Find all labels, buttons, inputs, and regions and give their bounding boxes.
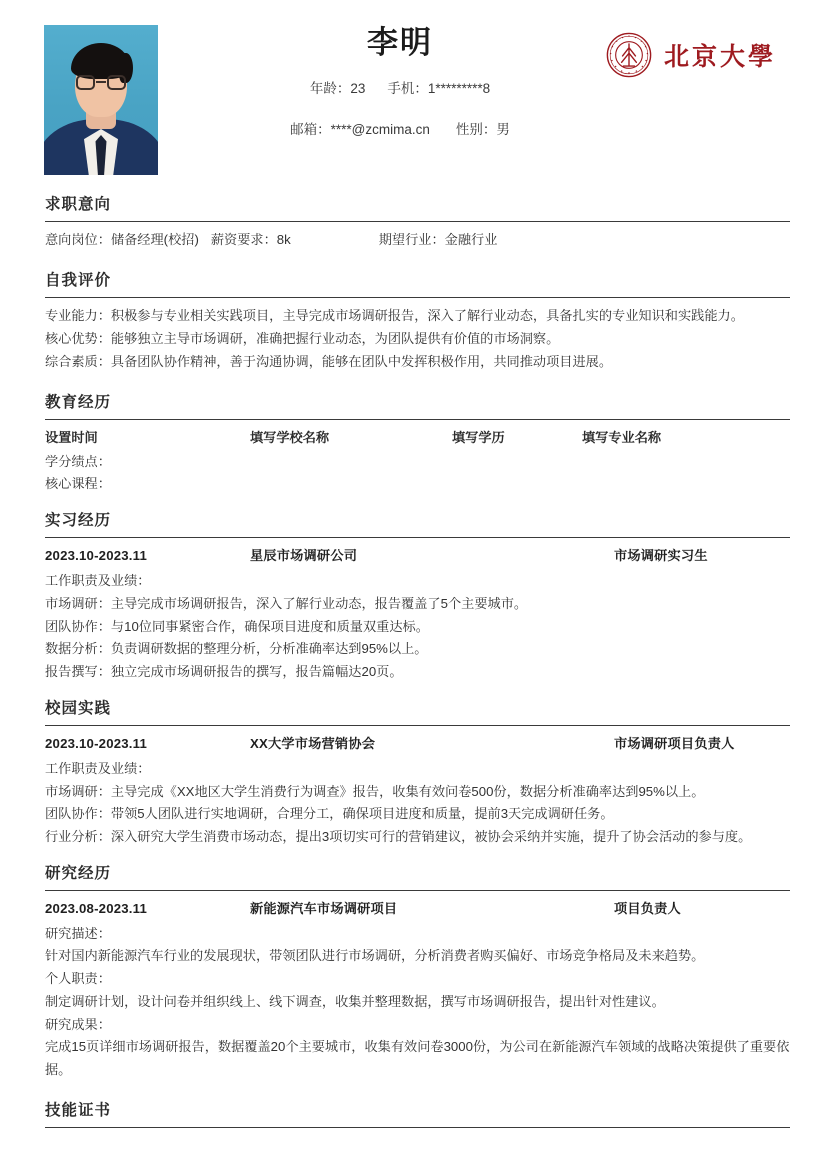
position-value: 储备经理(校招) (110, 232, 199, 248)
research-date: 2023.08-2023.11 (45, 901, 148, 916)
education-col-time: 设置时间 (45, 429, 98, 445)
section-divider (45, 1127, 790, 1128)
education-col-school: 填写学校名称 (250, 429, 330, 445)
campus-practice-line: 行业分析：深入研究大学生消费市场动态，提出3项切实可行的营销建议，被协会采纳并实施，提升了协会活动的参与度。 (45, 828, 752, 844)
industry-label: 期望行业： (378, 232, 445, 248)
education-field-courses: 核心课程： (45, 476, 111, 492)
contact-line-2 (210, 118, 590, 143)
email-label: 邮箱： (290, 122, 331, 138)
internship-role: 市场调研实习生 (614, 548, 708, 564)
internship-date: 2023.10-2023.11 (45, 548, 148, 564)
salary-label: 薪资要求： (210, 232, 277, 248)
campus-practice-line: 团队协作：带领5人团队进行实地调研，合理分工，确保项目进度和质量，提前3天完成调研任务。 (45, 806, 614, 822)
section-title-internship: 实习经历 (45, 512, 112, 530)
research-line: 研究成果： (45, 1016, 111, 1032)
section-skills-certificates (30, 1098, 790, 1128)
email-value: ****@zcmima.cn (330, 122, 430, 138)
self-evaluation-line: 综合素质：具备团队协作精神，善于沟通协调，能够在团队中发挥积极作用，共同推动项目进展。 (45, 353, 613, 369)
gender-value: 男 (496, 122, 510, 138)
glasses-icon (75, 75, 127, 91)
section-title-self-evaluation: 自我评价 (45, 272, 112, 290)
position-label: 意向岗位： (45, 232, 111, 248)
research-org: 新能源汽车市场调研项目 (250, 901, 398, 916)
section-internship (30, 508, 790, 684)
section-title-job-intention: 求职意向 (45, 196, 112, 213)
identity-block (210, 24, 590, 143)
campus-practice-body (30, 726, 790, 849)
internship-entry-header (45, 545, 790, 568)
section-title-education: 教育经历 (45, 393, 112, 411)
age-value: 23 (350, 81, 366, 97)
campus-practice-line: 市场调研：主导完成《XX地区大学生消费行为调查》报告，收集有效问卷500份，数据分析准确率达到95%以上。 (45, 783, 705, 799)
internship-org: 星辰市场调研公司 (250, 548, 358, 564)
section-title-research: 研究经历 (45, 864, 112, 882)
internship-line: 工作职责及业绩： (45, 573, 151, 589)
job-intention-body (30, 222, 790, 252)
research-detail-lines (45, 923, 790, 1082)
portrait-image (44, 25, 158, 175)
phone-value: 1*********8 (427, 81, 491, 97)
internship-line: 团队协作：与10位同事紧密合作，确保项目进度和质量双重达标。 (45, 618, 429, 634)
research-line: 研究描述： (45, 925, 111, 941)
profile-photo (44, 25, 158, 175)
portrait-hair (71, 43, 131, 79)
self-evaluation-body (30, 298, 790, 373)
section-research (30, 861, 790, 1082)
education-body (30, 420, 790, 496)
campus-practice-org: XX大学市场营销协会 (250, 736, 376, 752)
research-entry-header (45, 898, 790, 921)
page-title: 李明 (367, 25, 433, 60)
section-title-skills-certificates: 技能证书 (45, 1101, 112, 1119)
self-evaluation-line: 核心优势：能够独立主导市场调研，准确把握行业动态，为团队提供有价值的市场洞察。 (45, 331, 560, 347)
section-campus-practice (30, 696, 790, 849)
research-body (30, 891, 790, 1082)
research-line: 个人职责： (45, 971, 111, 987)
gender-label: 性别： (455, 122, 497, 138)
research-line: 针对国内新能源汽车行业的发展现状，带领团队进行市场调研，分析消费者购买偏好、市场竞争格局及未来趋势。 (45, 948, 705, 964)
education-column-headers (45, 427, 790, 450)
university-logo (606, 32, 776, 78)
section-job-intention (30, 192, 790, 252)
internship-line: 市场调研：主导完成市场调研报告，深入了解行业动态，报告覆盖了5个主要城市。 (45, 595, 528, 611)
research-line: 制定调研计划，设计问卷并组织线上、线下调查，收集并整理数据，撰写市场调研报告，提出针对性建议。 (45, 993, 665, 1009)
university-name: 北京大學 (663, 44, 776, 71)
campus-practice-detail-lines (45, 758, 790, 849)
education-col-degree: 填写学历 (452, 429, 505, 445)
salary-value: 8k (276, 232, 291, 248)
industry-value: 金融行业 (444, 232, 498, 248)
campus-practice-line: 工作职责及业绩： (45, 760, 151, 776)
education-field-gpa: 学分绩点： (45, 453, 111, 469)
peking-university-seal-icon (606, 32, 652, 78)
internship-line: 数据分析：负责调研数据的整理分析，分析准确率达到95%以上。 (45, 641, 428, 657)
section-education (30, 390, 790, 497)
self-evaluation-line: 专业能力：积极参与专业相关实践项目，主导完成市场调研报告，深入了解行业动态，具备扎实的专业知识和实践能力。 (45, 308, 744, 324)
internship-line: 报告撰写：独立完成市场调研报告的撰写，报告篇幅达20页。 (45, 664, 403, 679)
research-line: 完成15页详细市场调研报告，数据覆盖20个主要城市，收集有效问卷3000份，为公司在新能源汽车领域的战略决策提供了重要依据。 (45, 1039, 790, 1077)
campus-practice-entry-header (45, 733, 790, 756)
section-self-evaluation (30, 268, 790, 374)
internship-body (30, 538, 790, 683)
job-intention-row (45, 229, 790, 252)
resume-header (30, 0, 790, 176)
campus-practice-role: 市场调研项目负责人 (614, 736, 735, 752)
campus-practice-date: 2023.10-2023.11 (45, 736, 148, 752)
age-label: 年龄： (309, 81, 351, 97)
internship-detail-lines (45, 570, 790, 684)
contact-line-1 (210, 77, 590, 102)
education-col-major: 填写专业名称 (582, 429, 662, 445)
research-role: 项目负责人 (614, 901, 681, 916)
section-title-campus-practice: 校园实践 (45, 699, 112, 717)
phone-label: 手机： (387, 81, 428, 97)
